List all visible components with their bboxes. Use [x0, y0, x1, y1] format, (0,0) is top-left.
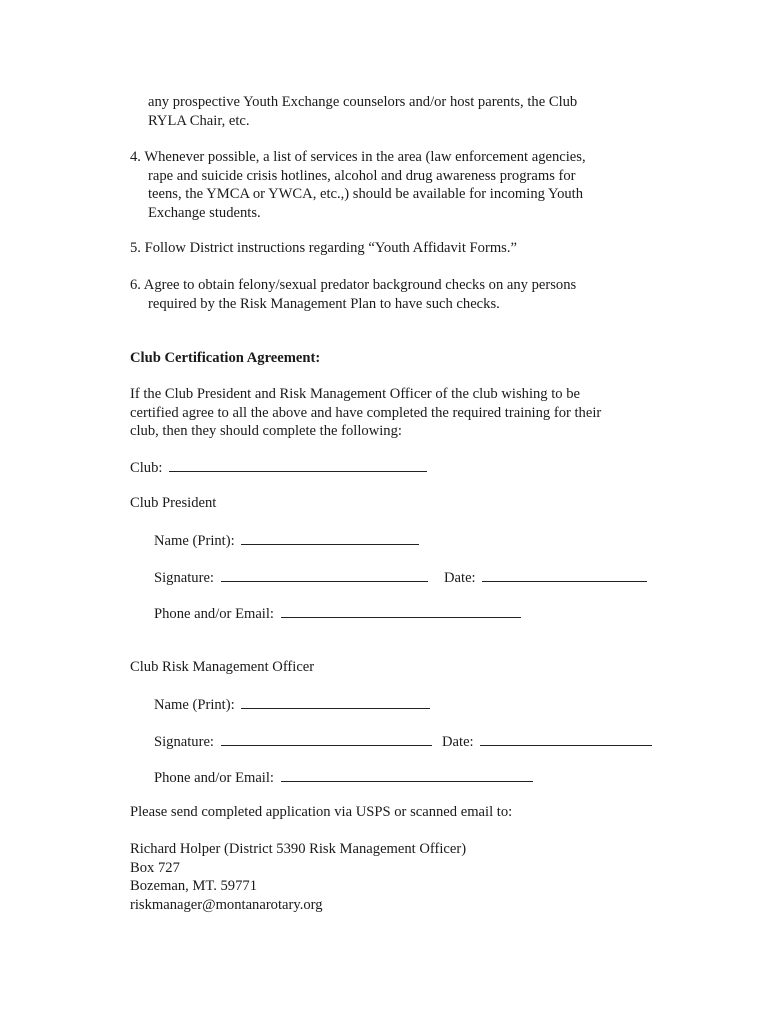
- officer-date-row: [442, 731, 652, 752]
- contact-box: Box 727: [130, 859, 180, 876]
- text-line: teens, the YMCA or YWCA, etc.,) should be available for incoming Youth: [148, 186, 584, 202]
- officer-signature-label: Signature:: [154, 734, 214, 750]
- text-line: any prospective Youth Exchange counselors and/or host parents, the Club: [148, 94, 578, 110]
- officer-contact-label: Phone and/or Email:: [154, 770, 274, 786]
- text-line: If the Club President and Risk Management Officer of the club wishing to be: [130, 386, 581, 402]
- president-signature-input-line[interactable]: [221, 567, 428, 582]
- officer-signature-input-line[interactable]: [221, 731, 432, 746]
- officer-heading: Club Risk Management Officer: [130, 659, 315, 675]
- certification-heading: Club Certification Agreement:: [130, 350, 321, 366]
- club-label: Club:: [130, 460, 163, 476]
- list-continuation: [148, 93, 577, 130]
- president-contact-input-line[interactable]: [281, 603, 521, 618]
- list-item-6: [130, 276, 576, 313]
- president-date-label: Date:: [444, 570, 476, 586]
- officer-contact-row: [154, 767, 533, 788]
- contact-name: Richard Holper (District 5390 Risk Management Officer): [130, 841, 467, 857]
- officer-date-input-line[interactable]: [480, 731, 652, 746]
- president-heading: Club President: [130, 495, 217, 511]
- president-name-label: Name (Print):: [154, 533, 235, 549]
- officer-signature-row: [154, 731, 432, 752]
- contact-email: riskmanager@montanarotary.org: [130, 896, 323, 913]
- list-item-5: 5. Follow District instructions regarding “Youth Affidavit Forms.”: [130, 240, 517, 256]
- text-line: certified agree to all the above and have completed the required training for their: [130, 404, 602, 421]
- officer-name-input-line[interactable]: [241, 694, 430, 709]
- club-input-line[interactable]: [169, 457, 427, 472]
- contact-block: [130, 840, 466, 914]
- president-contact-row: [154, 603, 521, 624]
- officer-name-label: Name (Print):: [154, 697, 235, 713]
- officer-name-row: [154, 694, 430, 715]
- text-line: required by the Risk Management Plan to have such checks.: [148, 295, 500, 312]
- send-instructions: Please send completed application via USPS or scanned email to:: [130, 804, 513, 820]
- president-date-input-line[interactable]: [482, 567, 647, 582]
- text-line: RYLA Chair, etc.: [148, 112, 250, 129]
- officer-contact-input-line[interactable]: [281, 767, 533, 782]
- text-line: Exchange students.: [148, 204, 261, 221]
- officer-date-label: Date:: [442, 734, 474, 750]
- president-signature-label: Signature:: [154, 570, 214, 586]
- club-field-row: [130, 457, 427, 478]
- text-line: 4. Whenever possible, a list of services in the area (law enforcement agencies,: [130, 149, 586, 165]
- president-contact-label: Phone and/or Email:: [154, 606, 274, 622]
- certification-intro: [130, 385, 601, 441]
- president-name-input-line[interactable]: [241, 530, 419, 545]
- list-item-4: [130, 148, 586, 222]
- text-line: rape and suicide crisis hotlines, alcohol and drug awareness programs for: [148, 167, 576, 184]
- contact-city: Bozeman, MT. 59771: [130, 878, 257, 894]
- president-signature-row: [154, 567, 428, 588]
- president-name-row: [154, 530, 419, 551]
- text-line: 6. Agree to obtain felony/sexual predator background checks on any persons: [130, 277, 577, 293]
- president-date-row: [444, 567, 647, 588]
- text-line: club, then they should complete the following:: [130, 423, 402, 439]
